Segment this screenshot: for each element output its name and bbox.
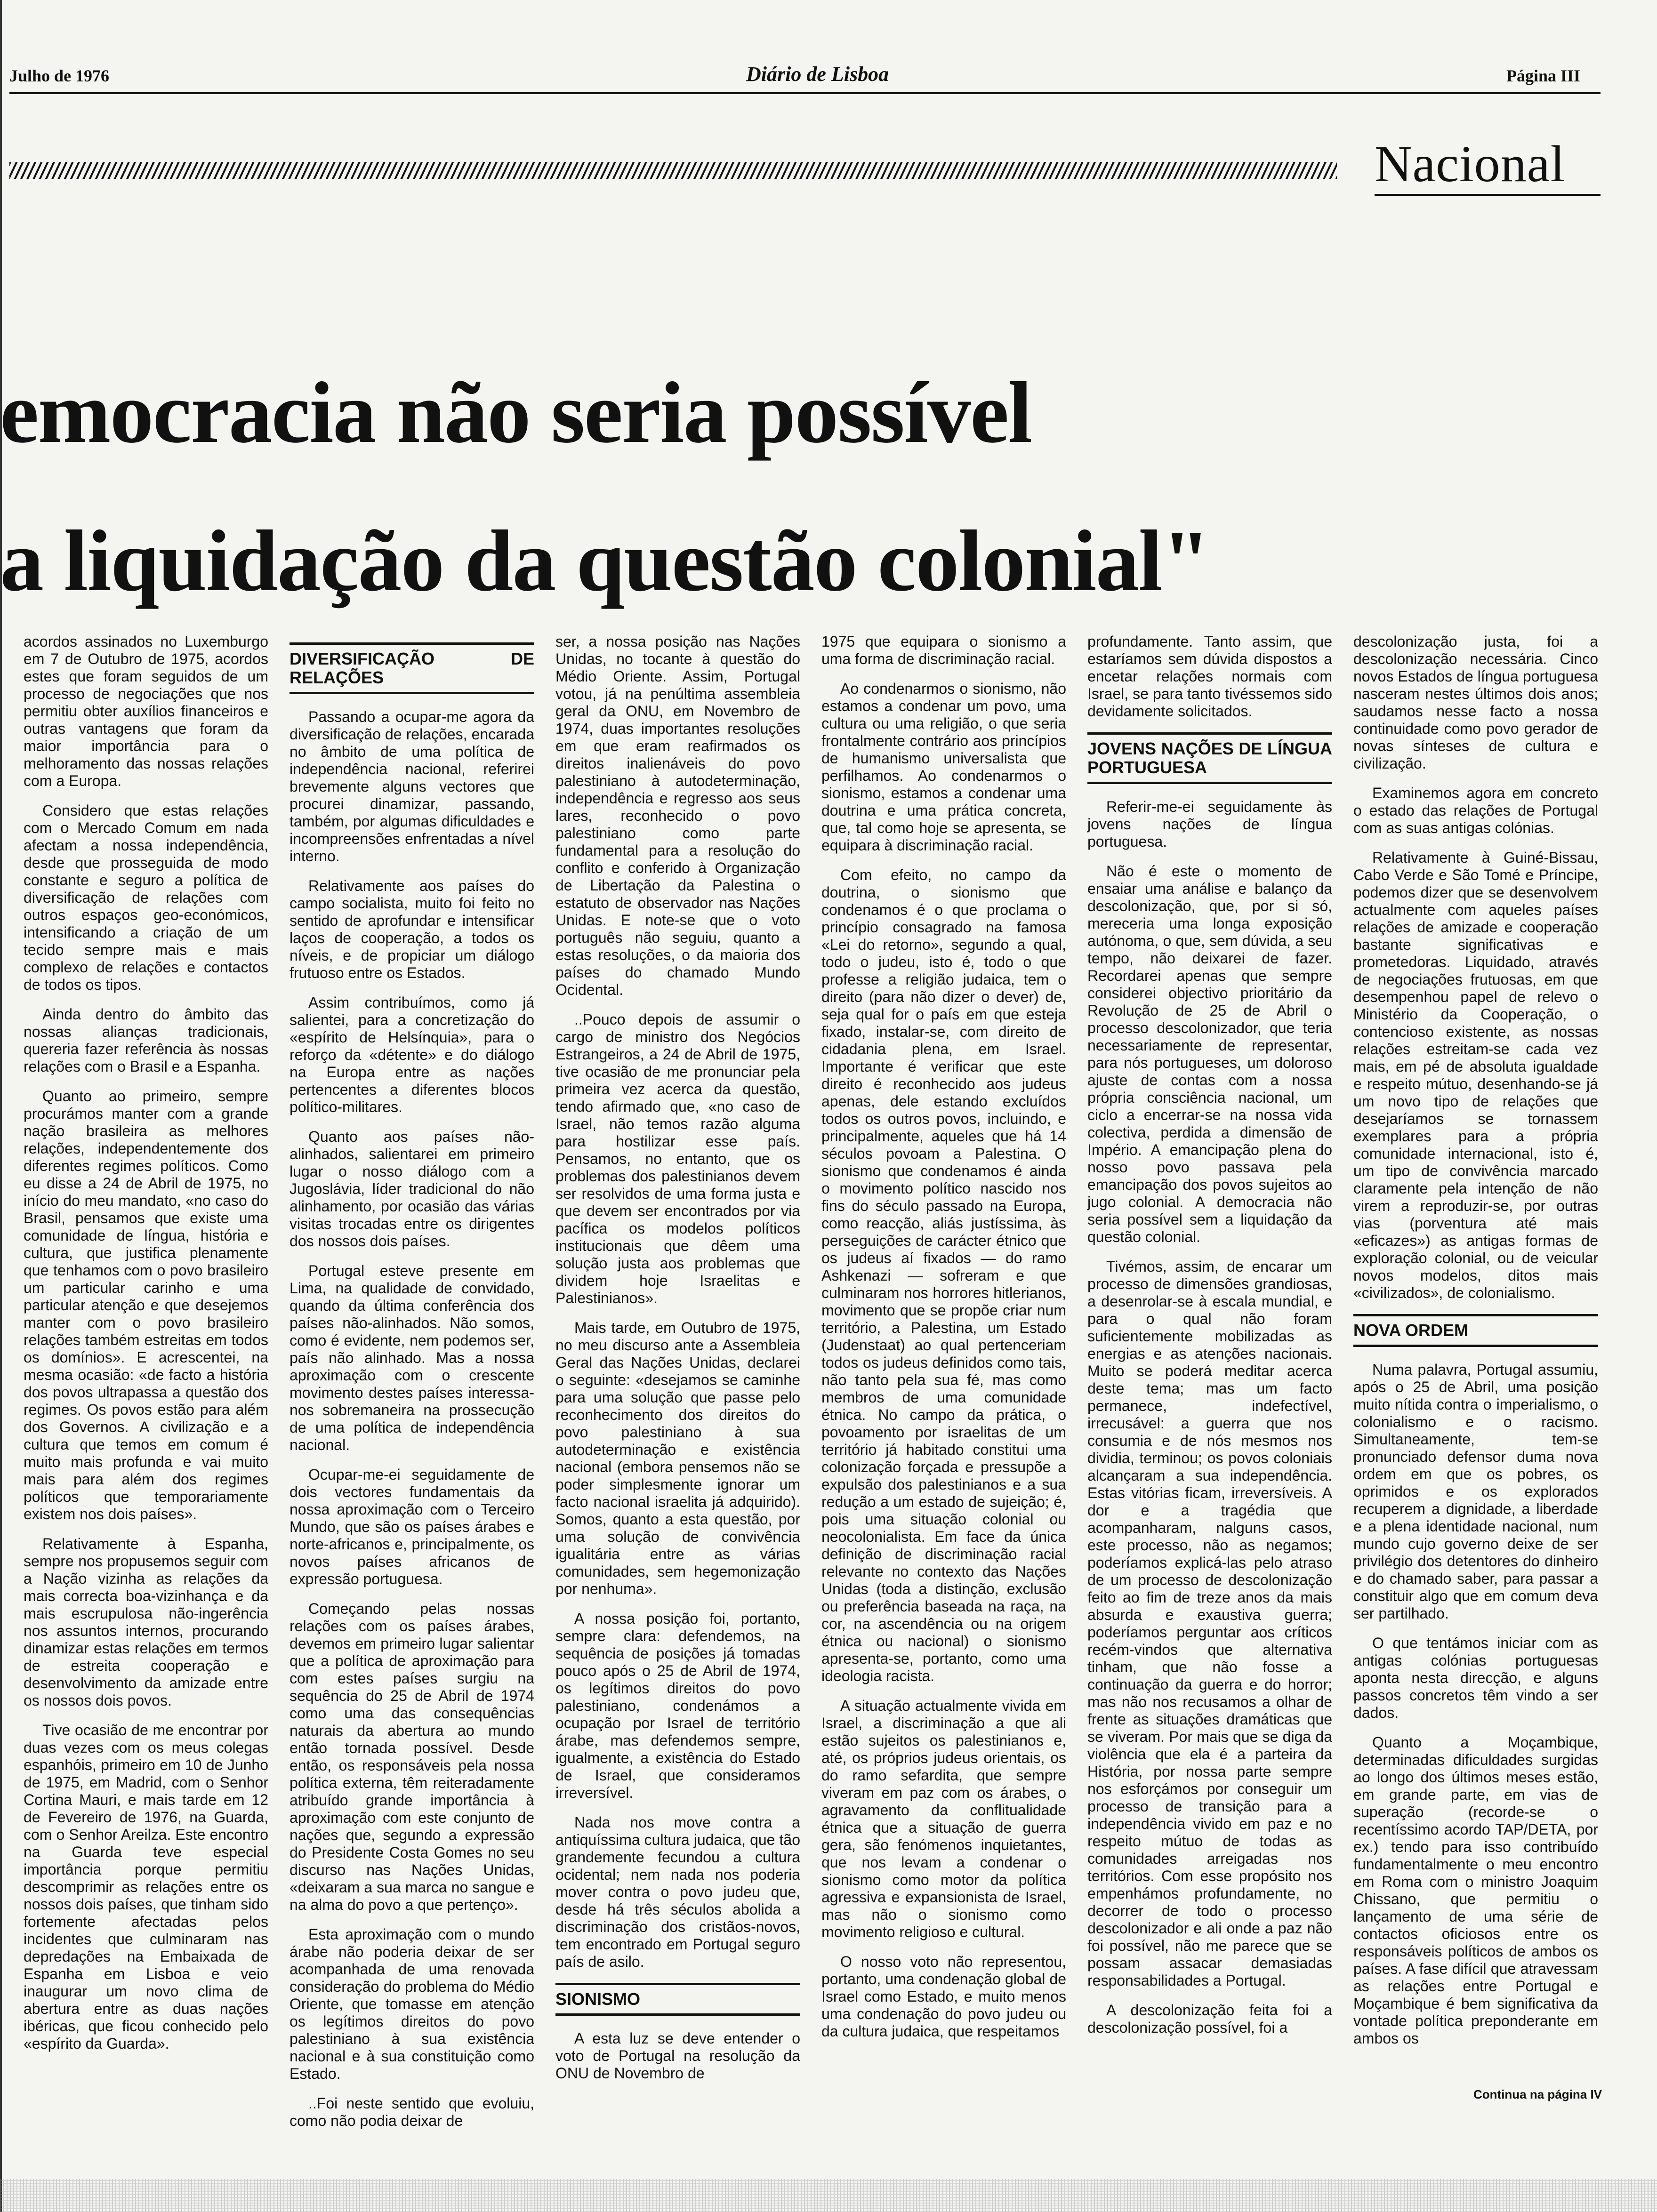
scan-noise bbox=[0, 2179, 1657, 2212]
paragraph: ser, a nossa posição nas Nações Unidas, no tocante à questão do Médio Oriente. Assim, Portugal votou, já na penúltima assembleia geral da ONU, em Novembro de 1974, duas importantes resoluções em que eram reafirmados os direitos inalienáveis do povo palestiniano à autodeterminação, independência e regresso aos seus lares, reconhecido o povo palestiniano como parte fundamental para a resolução do conflito e conferido à Organização de Libertação da Palestina o estatuto de observador nas Nações Unidas. E note-se que o voto português não seguiu, quanto a estas resoluções, o da maioria dos países do chamado Mundo Ocidental. bbox=[555, 633, 800, 998]
paragraph: acordos assinados no Luxemburgo em 7 de Outubro de 1975, acordos estes que foram seguidos de um processo de negociações que nos permitiu obter auxílios financeiros e outras vantagens que foram da maior importância para o melhoramento das nossas relações com a Europa. bbox=[24, 633, 268, 789]
paragraph: Referir-me-ei seguidamente às jovens nações de língua portuguesa. bbox=[1087, 798, 1332, 850]
paragraph: Mais tarde, em Outubro de 1975, no meu discurso ante a Assembleia Geral das Nações Unidas, declarei o seguinte: «desejamos se caminhe para uma solução que passe pelo reconhecimento dos direitos do povo palestiniano à sua autodeterminação e existência nacional (embora pensemos não se poder simplesmente ignorar um facto nacional israelita já adquirido). Somos, quanto a esta questão, por uma solução de convivência igualitária entre as várias comunidades, sem hegemonização por nenhuma». bbox=[555, 1319, 800, 1597]
paragraph: Começando pelas nossas relações com os países árabes, devemos em primeiro lugar salientar que a política de aproximação para com estes países surgiu na sequência do 25 de Abril de 1974 como uma das consequências naturais da abertura ao mundo então tornada possível. Desde então, os responsáveis pela nossa política externa, têm reiteradamente atribuído grande importância à aproximação com este conjunto de nações que, segundo a expressão do Presidente Costa Gomes no seu discurso nas Nações Unidas, «deixaram a sua marca no sangue e na alma do povo a que pertenço». bbox=[290, 1600, 534, 1913]
issue-date: Julho de 1976 bbox=[9, 66, 110, 85]
paragraph: Considero que estas relações com o Mercado Comum em nada afectam a nossa independência, desde que prosseguida de modo constante e seguro a política de diversificação de relações com outros espaços geo-económicos, intensificando a criação de um tecido sempre mais e mais complexo de relações e contactos de todos os tipos. bbox=[24, 802, 268, 993]
paragraph: Quanto aos países não-alinhados, salientarei em primeiro lugar o nosso diálogo com a Jugoslávia, líder tradicional do não alinhamento, por ocasião das várias visitas trocadas entre os dirigentes dos nossos dois países. bbox=[290, 1128, 534, 1250]
paragraph: Quanto ao primeiro, sempre procurámos manter com a grande nação brasileira as melhores relações, independentemente dos diferentes regimes políticos. Como eu disse a 24 de Abril de 1975, no início do meu mandato, «no caso do Brasil, pensamos que existe uma comunidade de língua, história e cultura, que justifica plenamente que tenhamos com o povo brasileiro um particular carinho e uma particular atenção e que desejemos manter com o povo brasileiro relações também estreitas em todos os domínios». E acrescentei, na mesma ocasião: «de facto a história dos povos ultrapassa a questão dos regimes. Os povos estão para além dos Governos. A civilização e a cultura que temos em comum é muito mais profunda e vai muito mais para além dos regimes políticos que temporariamente existem nos dois países». bbox=[24, 1088, 268, 1523]
newspaper-name: Diário de Lisboa bbox=[746, 63, 889, 86]
paragraph: Esta aproximação com o mundo árabe não poderia deixar de ser acompanhada de uma renovada consideração do problema do Médio Oriente, que tomasse em atenção os legítimos direitos do povo palestiniano à sua existência nacional e à sua constituição como Estado. bbox=[290, 1926, 534, 2082]
paragraph: A descolonização feita foi a descolonização possível, foi a bbox=[1087, 2002, 1332, 2036]
subhead-sionismo: SIONISMO bbox=[555, 1983, 800, 2016]
subhead-diversificacao: DIVERSIFICAÇÃO DE RELAÇÕES bbox=[290, 642, 534, 694]
paragraph: Relativamente à Guiné-Bissau, Cabo Verde e São Tomé e Príncipe, podemos dizer que se desenvolvem actualmente com aqueles países relações de amizade e cooperação bastante significativas e prometedoras. Liquidado, através de negociações frutuosas, em que desempenhou papel de relevo o Ministério da Cooperação, o contencioso existente, as nossas relações estreitam-se cada vez mais, em pé de absoluta igualdade e respeito mútuo, desenhando-se já um novo tipo de relações que desejaríamos se tornassem exemplares para a própria comunidade internacional, isto é, um tipo de convivência marcado claramente pela intenção de não virem a reproduzir-se, por outras vias (porventura até mais «eficazes») as antigas formas de exploração colonial, ou de veicular novos modelos, ditos mais «civilizados», de colonialismo. bbox=[1353, 849, 1598, 1301]
paragraph: Nada nos move contra a antiquíssima cultura judaica, que tão grandemente fecundou a cultura ocidental; nem nada nos poderia mover contra o povo judeu que, desde há três séculos abolida a discriminação dos cristãos-novos, tem encontrado em Portugal seguro país de asilo. bbox=[555, 1814, 800, 1970]
article-column-2 bbox=[290, 633, 534, 2129]
headline-line-2: a liquidação da questão colonial" bbox=[0, 513, 1210, 609]
paragraph: Não é este o momento de ensaiar uma análise e balanço da descolonização, que, por si só, mereceria uma longa exposição autónoma, o que, sem dúvida, a seu tempo, não deixarei de fazer. Recordarei apenas que sempre considerei objectivo prioritário da Revolução de 25 de Abril o processo descolonizador, que teria necessariamente de representar, para nós portugueses, um doloroso ajuste de contas com a nossa própria consciência nacional, um ciclo a encerrar-se na nossa vida colectiva, perdida a dimensão de Império. A emancipação plena do nosso povo passava pela emancipação dos povos sujeitos ao jugo colonial. A democracia não seria possível sem a liquidação da questão colonial. bbox=[1087, 863, 1332, 1245]
page-header bbox=[0, 63, 1601, 108]
paragraph: Portugal esteve presente em Lima, na qualidade de convidado, quando da última conferência dos países não-alinhados. Não somos, como é evidente, nem podemos ser, país não alinhado. Mas a nossa aproximação com o crescente movimento destes países interessa-nos sobremaneira na prossecução de uma política de independência nacional. bbox=[290, 1262, 534, 1453]
subhead-nova-ordem: NOVA ORDEM bbox=[1353, 1314, 1598, 1347]
paragraph: ..Foi neste sentido que evoluiu, como não podia deixar de bbox=[290, 2095, 534, 2129]
article-column-1 bbox=[24, 633, 268, 2092]
paragraph: Relativamente à Espanha, sempre nos propusemos seguir com a Nação vizinha as relações da mais correcta boa-vizinhança e da mais escrupulosa não-ingerência nos assuntos internos, procurando dinamizar estas relações em termos de estreita cooperação e desenvolvimento da amizade entre os nossos dois povos. bbox=[24, 1535, 268, 1709]
article-column-3 bbox=[555, 633, 800, 2092]
paragraph: Assim contribuímos, como já salientei, para a concretização do «espírito de Helsínquia», para o reforço da «détente» e do diálogo na Europa entre as nações pertencentes a diferentes blocos político-militares. bbox=[290, 994, 534, 1115]
paragraph: descolonização justa, foi a descolonização necessária. Cinco novos Estados de língua portuguesa nasceram nestes últimos dois anos; saudamos nesse facto a nossa continuidade como povo gerador de novas sínteses de cultura e civilização. bbox=[1353, 633, 1598, 772]
paragraph: ..Pouco depois de assumir o cargo de ministro dos Negócios Estrangeiros, a 24 de Abril de 1975, tive ocasião de me pronunciar pela primeira vez acerca da questão, tendo afirmado que, «no caso de Israel, não temos razão alguma para hostilizar esse país. Pensamos, no entanto, que os problemas dos palestinianos devem ser resolvidos de uma forma justa e que devem ser encontrados por via pacífica os modelos políticos institucionais que dêem uma solução justa aos problemas que dividem hoje Israelitas e Palestinianos». bbox=[555, 1011, 800, 1306]
page-number: Página III bbox=[1506, 66, 1581, 85]
paragraph: Ainda dentro do âmbito das nossas alianças tradicionais, quereria fazer referência às nossas relações com o Brasil e a Espanha. bbox=[24, 1006, 268, 1075]
subhead-jovens-nacoes: JOVENS NAÇÕES DE LÍNGUA PORTUGUESA bbox=[1087, 732, 1332, 784]
paragraph: Relativamente aos países do campo socialista, muito foi feito no sentido de aprofundar e intensificar laços de cooperação, a todos os níveis, e de propiciar um diálogo frutuoso entre os Estados. bbox=[290, 877, 534, 981]
paragraph: Quanto a Moçambique, determinadas dificuldades surgidas ao longo dos últimos meses estão, em grande parte, em vias de superação (recorde-se o recentíssimo acordo TAP/DETA, por ex.) tendo para isso contribuído fundamentalmente o meu encontro em Roma com o ministro Joaquim Chissano, que permitiu o lançamento de uma série de contactos oficiosos entre os responsáveis políticos de ambos os países. A fase difícil que atravessam as relações entre Portugal e Moçambique é bem significativa da vontade política preponderante em ambos os bbox=[1353, 1734, 1598, 2047]
paragraph: Numa palavra, Portugal assumiu, após o 25 de Abril, uma posição muito nítida contra o imperialismo, o colonialismo e o racismo. Simultaneamente, tem-se pronunciado defensor duma nova ordem em que os pobres, os oprimidos e os explorados recuperem a dignidade, a liberdade e a plena identidade nacional, num mundo cujo governo deixe de ser privilégio dos detentores do dinheiro e do chamado saber, para passar a constituir algo que em comum deva ser partilhado. bbox=[1353, 1361, 1598, 1622]
headline-line-1: emocracia não seria possível bbox=[0, 364, 1032, 461]
page-edge bbox=[0, 0, 2, 2212]
paragraph: A nossa posição foi, portanto, sempre clara: defendemos, na sequência de posições já tomadas pouco após o 25 de Abril de 1974, os legítimos direitos do povo palestiniano, condenámos a ocupação por Israel de território árabe, mas defendemos sempre, igualmente, a existência do Estado de Israel, que consideramos irreversível. bbox=[555, 1610, 800, 1801]
section-rule bbox=[1375, 194, 1601, 196]
paragraph: Tive ocasião de me encontrar por duas vezes com os meus colegas espanhóis, primeiro em 10 de Junho de 1975, em Madrid, com o Senhor Cortina Mauri, e mais tarde em 12 de Fevereiro de 1976, na Guarda, com o Senhor Areilza. Este encontro na Guarda teve especial importância porque permitiu descomprimir as relações entre os nossos dois países, que tinham sido fortemente afectadas pelos incidentes que culminaram nas depredações na Embaixada de Espanha em Lisboa e veio inaugurar um novo clima de abertura entre as duas nações ibéricas, que ficou conhecido pelo «espírito da Guarda». bbox=[24, 1722, 268, 2052]
paragraph: Ao condenarmos o sionismo, não estamos a condenar um povo, uma cultura ou uma religião, o que seria frontalmente contrário aos princípios de humanismo universalista que perfilhamos. Ao condenarmos o sionismo, estamos a condenar uma doutrina e uma prática concreta, que, tal como hoje se apresenta, se equipara à discriminação racial. bbox=[821, 680, 1066, 854]
continued-note: Continua na página IV bbox=[1473, 2087, 1602, 2101]
paragraph: O que tentámos iniciar com as antigas colónias portuguesas aponta nesta direcção, e alguns passos concretos têm vindo a ser dados. bbox=[1353, 1635, 1598, 1721]
header-rule bbox=[9, 92, 1601, 94]
paragraph: A esta luz se deve entender o voto de Portugal na resolução da ONU de Novembro de bbox=[555, 2030, 800, 2082]
article-column-6 bbox=[1353, 633, 1598, 2092]
decorative-hatch-band bbox=[9, 162, 1337, 179]
paragraph: Tivémos, assim, de encarar um processo de dimensões grandiosas, a desenrolar-se à escala mundial, e para o qual não foram suficientemente mobilizadas as energias e as atenções nacionais. Muito se poderá meditar acerca deste tema; mas um facto permanece, indefectível, irrecusável: a guerra que nos consumia e de nós mesmos nos dividia, terminou; os povos coloniais alcançaram a sua independência. Estas vitórias ficam, irreversíveis. A dor e a tragédia que acompanharam, nalguns casos, este processo, não as negamos; poderíamos explicá-las pelo atraso de um processo de descolonização feito ao fim de treze anos da mais absurda e exaustiva guerra; poderíamos perguntar aos críticos recém-vindos que alternativa tinham, que não fosse a continuação da guerra e do horror; mas não nos recusamos a olhar de frente as situações dramáticas que se viveram. Por mais que se diga da violência que ela é a parteira da História, por nossa parte sempre nos esforçámos por conseguir um processo de transição para a independência vivido em paz e no respeito mútuo de todas as comunidades arreigadas nos territórios. Com esse propósito nos empenhámos profundamente, no decorrer de todo o processo descolonizador e ali onde a paz não foi possível, não me parece que se possam assacar demasiadas responsabilidades a Portugal. bbox=[1087, 1258, 1332, 1989]
paragraph: Ocupar-me-ei seguidamente de dois vectores fundamentais da nossa aproximação com o Terceiro Mundo, que são os países árabes e norte-africanos e, principalmente, os novos países africanos de expressão portuguesa. bbox=[290, 1466, 534, 1587]
section-title: Nacional bbox=[1375, 135, 1566, 192]
paragraph: O nosso voto não representou, portanto, uma condenação global de Israel como Estado, e muito menos uma condenação do povo judeu ou da cultura judaica, que respeitamos bbox=[821, 1953, 1066, 2040]
paragraph: A situação actualmente vivida em Israel, a discriminação a que ali estão sujeitos os palestinianos e, até, os próprios judeus orientais, os do ramo sefardita, que sempre viveram em paz com os árabes, o agravamento da conflitualidade étnica que a situação de guerra gera, são fenómenos inquietantes, que nos levam a condenar o sionismo como motor da política agressiva e expansionista de Israel, mas não o sionismo como movimento religioso e cultural. bbox=[821, 1697, 1066, 1940]
paragraph: profundamente. Tanto assim, que estaríamos sem dúvida dispostos a encetar relações normais com Israel, se para tanto tivéssemos sido devidamente solicitados. bbox=[1087, 633, 1332, 720]
paragraph: Passando a ocupar-me agora da diversificação de relações, encarada no âmbito de uma política de independência nacional, referirei brevemente alguns vectores que procurei dinamizar, passando, também, por algumas dificuldades e incompreensões enfrentadas a nível interno. bbox=[290, 708, 534, 865]
paragraph: Examinemos agora em concreto o estado das relações de Portugal com as suas antigas colónias. bbox=[1353, 785, 1598, 836]
article-column-4 bbox=[821, 633, 1066, 2092]
paragraph: Com efeito, no campo da doutrina, o sionismo que condenamos é o que proclama o princípio consagrado na famosa «Lei do retorno», segundo a qual, todo o judeu, isto é, todo o que professe a religião judaica, tem o direito (para não dizer o dever) de, seja qual for o país em que esteja fixado, instalar-se, com direito de cidadania plena, em Israel. Importante é verificar que este direito é reconhecido aos judeus apenas, dele estando excluídos todos os outros povos, incluindo, e principalmente, aqueles que há 14 séculos povoam a Palestina. O sionismo que condenamos é ainda o movimento político nascido nos fins do século passado na Europa, como reacção, aliás justíssima, às perseguições de carácter étnico que os judeus aí fixados — do ramo Ashkenazi — sofreram e que culminaram nos horrores hitlerianos, movimento que se propõe criar num território, a Palestina, um Estado (Judenstaat) ao qual pertenceriam todos os judeus definidos como tais, não tanto pela sua fé, mas como membros de uma comunidade étnica. No campo da prática, o povoamento por israelitas de um território já habitado constitui uma colonização forçada e pressupõe a expulsão dos palestinianos e a sua redução a um estado de sujeição; é, pois uma situação colonial ou neocolonialista. Em face da única definição de discriminação racial relevante no contexto das Nações Unidas (toda a distinção, exclusão ou preferência baseada na raça, na cor, na ascendência ou na origem étnica ou nacional) o sionismo apresenta-se, portanto, como uma ideologia racista. bbox=[821, 866, 1066, 1684]
paragraph: 1975 que equipara o sionismo a uma forma de discriminação racial. bbox=[821, 633, 1066, 667]
article-column-5 bbox=[1087, 633, 1332, 2092]
